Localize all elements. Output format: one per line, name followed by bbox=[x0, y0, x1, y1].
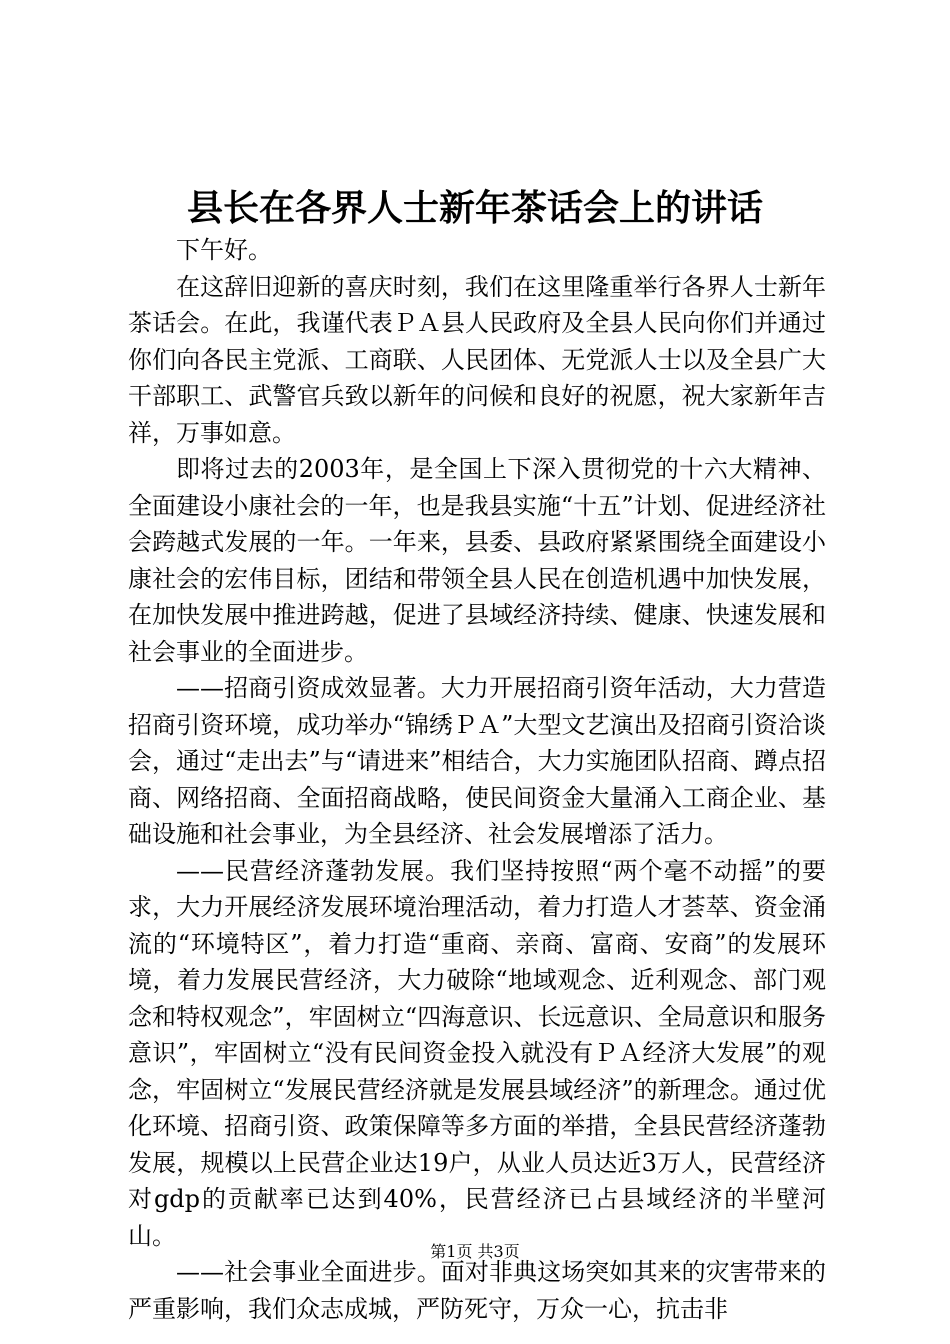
paragraph-greeting: 下午好。 bbox=[176, 236, 272, 264]
page-footer: 第1页 共3页 bbox=[430, 1242, 520, 1261]
paragraph-opening: 在这辞旧迎新的喜庆时刻，我们在这里隆重举行各界人士新年茶话会。在此，我谨代表ＰＡ县人民政府及全县人民向你们并通过你们向各民主党派、工商联、人民团体、无党派人士以及全县广大干部职工、武警官兵致以新年的问候和良好的祝愿，祝大家新年吉祥，万事如意。 bbox=[128, 272, 826, 447]
paragraph-private-economy: ——民营经济蓬勃发展。我们坚持按照“两个毫不动摇”的要求，大力开展经济发展环境治理活动，着力打造人才荟萃、资金涌流的“环境特区”，着力打造“重商、亲商、富商、安商”的发展环境，着力发展民营经济，大力破除“地域观念、近利观念、部门观念和特权观念”，牢固树立“四海意识、长远意识、全局意识和服务意识”，牢固树立“没有民间资金投入就没有ＰＡ经济大发展”的观念，牢固树立“发展民营经济就是发展县域经济”的新理念。通过优化环境、招商引资、政策保障等多方面的举措，全县民营经济蓬勃发展，规模以上民营企业达19户，从业人员达近3万人，民营经济对gdp的贡献率已达到40%，民营经济已占县域经济的半壁河山。 bbox=[128, 856, 826, 1250]
paragraph-social-progress: ——社会事业全面进步。面对非典这场突如其来的灾害带来的严重影响，我们众志成城，严防死守，万众一心，抗击非 bbox=[128, 1258, 826, 1323]
paragraph-investment: ——招商引资成效显著。大力开展招商引资年活动，大力营造招商引资环境，成功举办“锦绣ＰＡ”大型文艺演出及招商引资洽谈会，通过“走出去”与“请进来”相结合，大力实施团队招商、蹲点招商、网络招商、全面招商战略，使民间资金大量涌入工商企业、基础设施和社会事业，为全县经济、社会发展增添了活力。 bbox=[128, 674, 826, 848]
paragraph-year-review: 即将过去的2003年，是全国上下深入贯彻党的十六大精神、全面建设小康社会的一年，也是我县实施“十五”计划、促进经济社会跨越式发展的一年。一年来，县委、县政府紧紧围绕全面建设小康社会的宏伟目标，团结和带领全县人民在创造机遇中加快发展，在加快发展中推进跨越，促进了县域经济持续、健康、快速发展和社会事业的全面进步。 bbox=[128, 455, 826, 666]
document-body bbox=[128, 232, 826, 1327]
document-title: 县长在各界人士新年茶话会上的讲话 bbox=[186, 187, 763, 229]
